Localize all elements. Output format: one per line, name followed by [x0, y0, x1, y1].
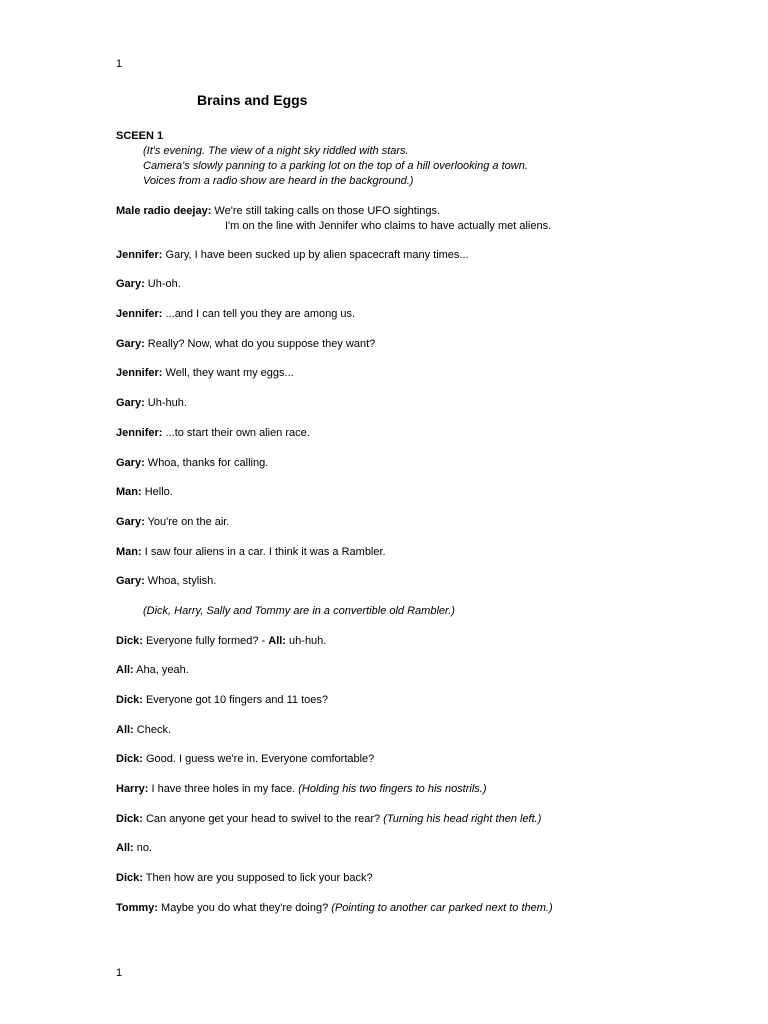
speaker-name: Gary:	[116, 516, 145, 528]
dialogue-text: Whoa, thanks for calling.	[144, 457, 269, 469]
dialogue-text: You're on the air.	[144, 516, 230, 528]
stage-direction: (Dick, Harry, Sally and Tommy are in a convertible old Rambler.)	[143, 605, 455, 617]
dialogue-text: uh-huh.	[285, 635, 327, 647]
dialogue-line	[116, 426, 310, 440]
speaker-name: All:	[116, 724, 134, 736]
dialogue-line	[116, 485, 173, 499]
dialogue-line	[116, 663, 189, 677]
dialogue-text: ...and I can tell you they are among us.	[162, 308, 356, 320]
dialogue-text: ...to start their own alien race.	[162, 427, 310, 439]
speaker-name: Dick:	[116, 813, 143, 825]
speaker-name: Gary:	[116, 457, 145, 469]
speaker-name: Gary:	[116, 397, 145, 409]
speaker-name: Male radio deejay:	[116, 205, 212, 217]
dialogue-line	[116, 277, 181, 291]
dialogue-text: Everyone got 10 fingers and 11 toes?	[142, 694, 328, 706]
scene-heading: SCEEN 1	[116, 130, 164, 142]
speaker-name: Jennifer:	[116, 367, 163, 379]
speaker-name: Jennifer:	[116, 249, 163, 261]
dialogue-line	[116, 634, 326, 648]
dialogue-text: I saw four aliens in a car. I think it was a Rambler.	[141, 546, 386, 558]
dialogue-line	[116, 515, 229, 529]
speaker-name: Gary:	[116, 575, 145, 587]
dialogue-text: Everyone fully formed? -	[142, 635, 269, 647]
dialogue-line	[116, 366, 294, 380]
dialogue-line	[116, 574, 216, 588]
page-number-top: 1	[116, 58, 123, 70]
speaker-name: Man:	[116, 486, 142, 498]
dialogue-text: We're still taking calls on those UFO sightings.	[211, 205, 441, 217]
stage-aside: (Pointing to another car parked next to them.)	[331, 902, 553, 914]
dialogue-line	[116, 456, 268, 470]
speaker-name: Dick:	[116, 753, 143, 765]
dialogue-line	[116, 901, 553, 915]
dialogue-text: Hello.	[141, 486, 173, 498]
dialogue-text: Uh-oh.	[144, 278, 181, 290]
dialogue-line	[116, 248, 469, 262]
speaker-name: Dick:	[116, 872, 143, 884]
speaker-name: Jennifer:	[116, 308, 163, 320]
dialogue-line	[116, 693, 328, 707]
dialogue-line	[116, 841, 152, 855]
speaker-name: All:	[116, 664, 134, 676]
dialogue-text: Aha, yeah.	[133, 664, 189, 676]
document-title: Brains and Eggs	[197, 92, 308, 108]
speaker-name: All:	[268, 635, 286, 647]
dialogue-line	[116, 752, 374, 766]
dialogue-line	[116, 337, 375, 351]
dialogue-text: Then how are you supposed to lick your back?	[142, 872, 373, 884]
speaker-name: Dick:	[116, 694, 143, 706]
stage-aside: (Holding his two fingers to his nostrils.)	[298, 783, 487, 795]
speaker-name: All:	[116, 842, 134, 854]
dialogue-text: Really? Now, what do you suppose they want?	[144, 338, 376, 350]
dialogue-text: Good. I guess we're in. Everyone comfortable?	[142, 753, 375, 765]
dialogue-line	[116, 812, 541, 826]
dialogue-continuation: I'm on the line with Jennifer who claims to have actually met aliens.	[225, 220, 552, 232]
page-number-bottom: 1	[116, 967, 123, 979]
dialogue-line	[116, 782, 487, 796]
dialogue-line	[116, 396, 187, 410]
speaker-name: Gary:	[116, 338, 145, 350]
speaker-name: Harry:	[116, 783, 149, 795]
dialogue-text: Can anyone get your head to swivel to the rear?	[142, 813, 384, 825]
scene-direction-line: Camera's slowly panning to a parking lot on the top of a hill overlooking a town.	[143, 160, 528, 172]
scene-direction-line: Voices from a radio show are heard in the background.)	[143, 175, 414, 187]
stage-aside: (Turning his head right then left.)	[383, 813, 542, 825]
dialogue-line	[116, 871, 373, 885]
speaker-name: Dick:	[116, 635, 143, 647]
dialogue-text: I have three holes in my face.	[148, 783, 299, 795]
dialogue-text: Well, they want my eggs...	[162, 367, 294, 379]
speaker-name: Jennifer:	[116, 427, 163, 439]
dialogue-text: Gary, I have been sucked up by alien spacecraft many times...	[162, 249, 469, 261]
speaker-name: Tommy:	[116, 902, 158, 914]
speaker-name: Man:	[116, 546, 142, 558]
speaker-name: Gary:	[116, 278, 145, 290]
dialogue-text: Whoa, stylish.	[144, 575, 217, 587]
dialogue-text: no.	[133, 842, 153, 854]
scene-direction-line: (It's evening. The view of a night sky riddled with stars.	[143, 145, 409, 157]
dialogue-line	[116, 307, 355, 321]
dialogue-text: Maybe you do what they're doing?	[157, 902, 332, 914]
dialogue-text: Check.	[133, 724, 172, 736]
dialogue-line	[116, 204, 440, 218]
dialogue-line	[116, 545, 386, 559]
dialogue-text: Uh-huh.	[144, 397, 187, 409]
dialogue-line	[116, 723, 171, 737]
